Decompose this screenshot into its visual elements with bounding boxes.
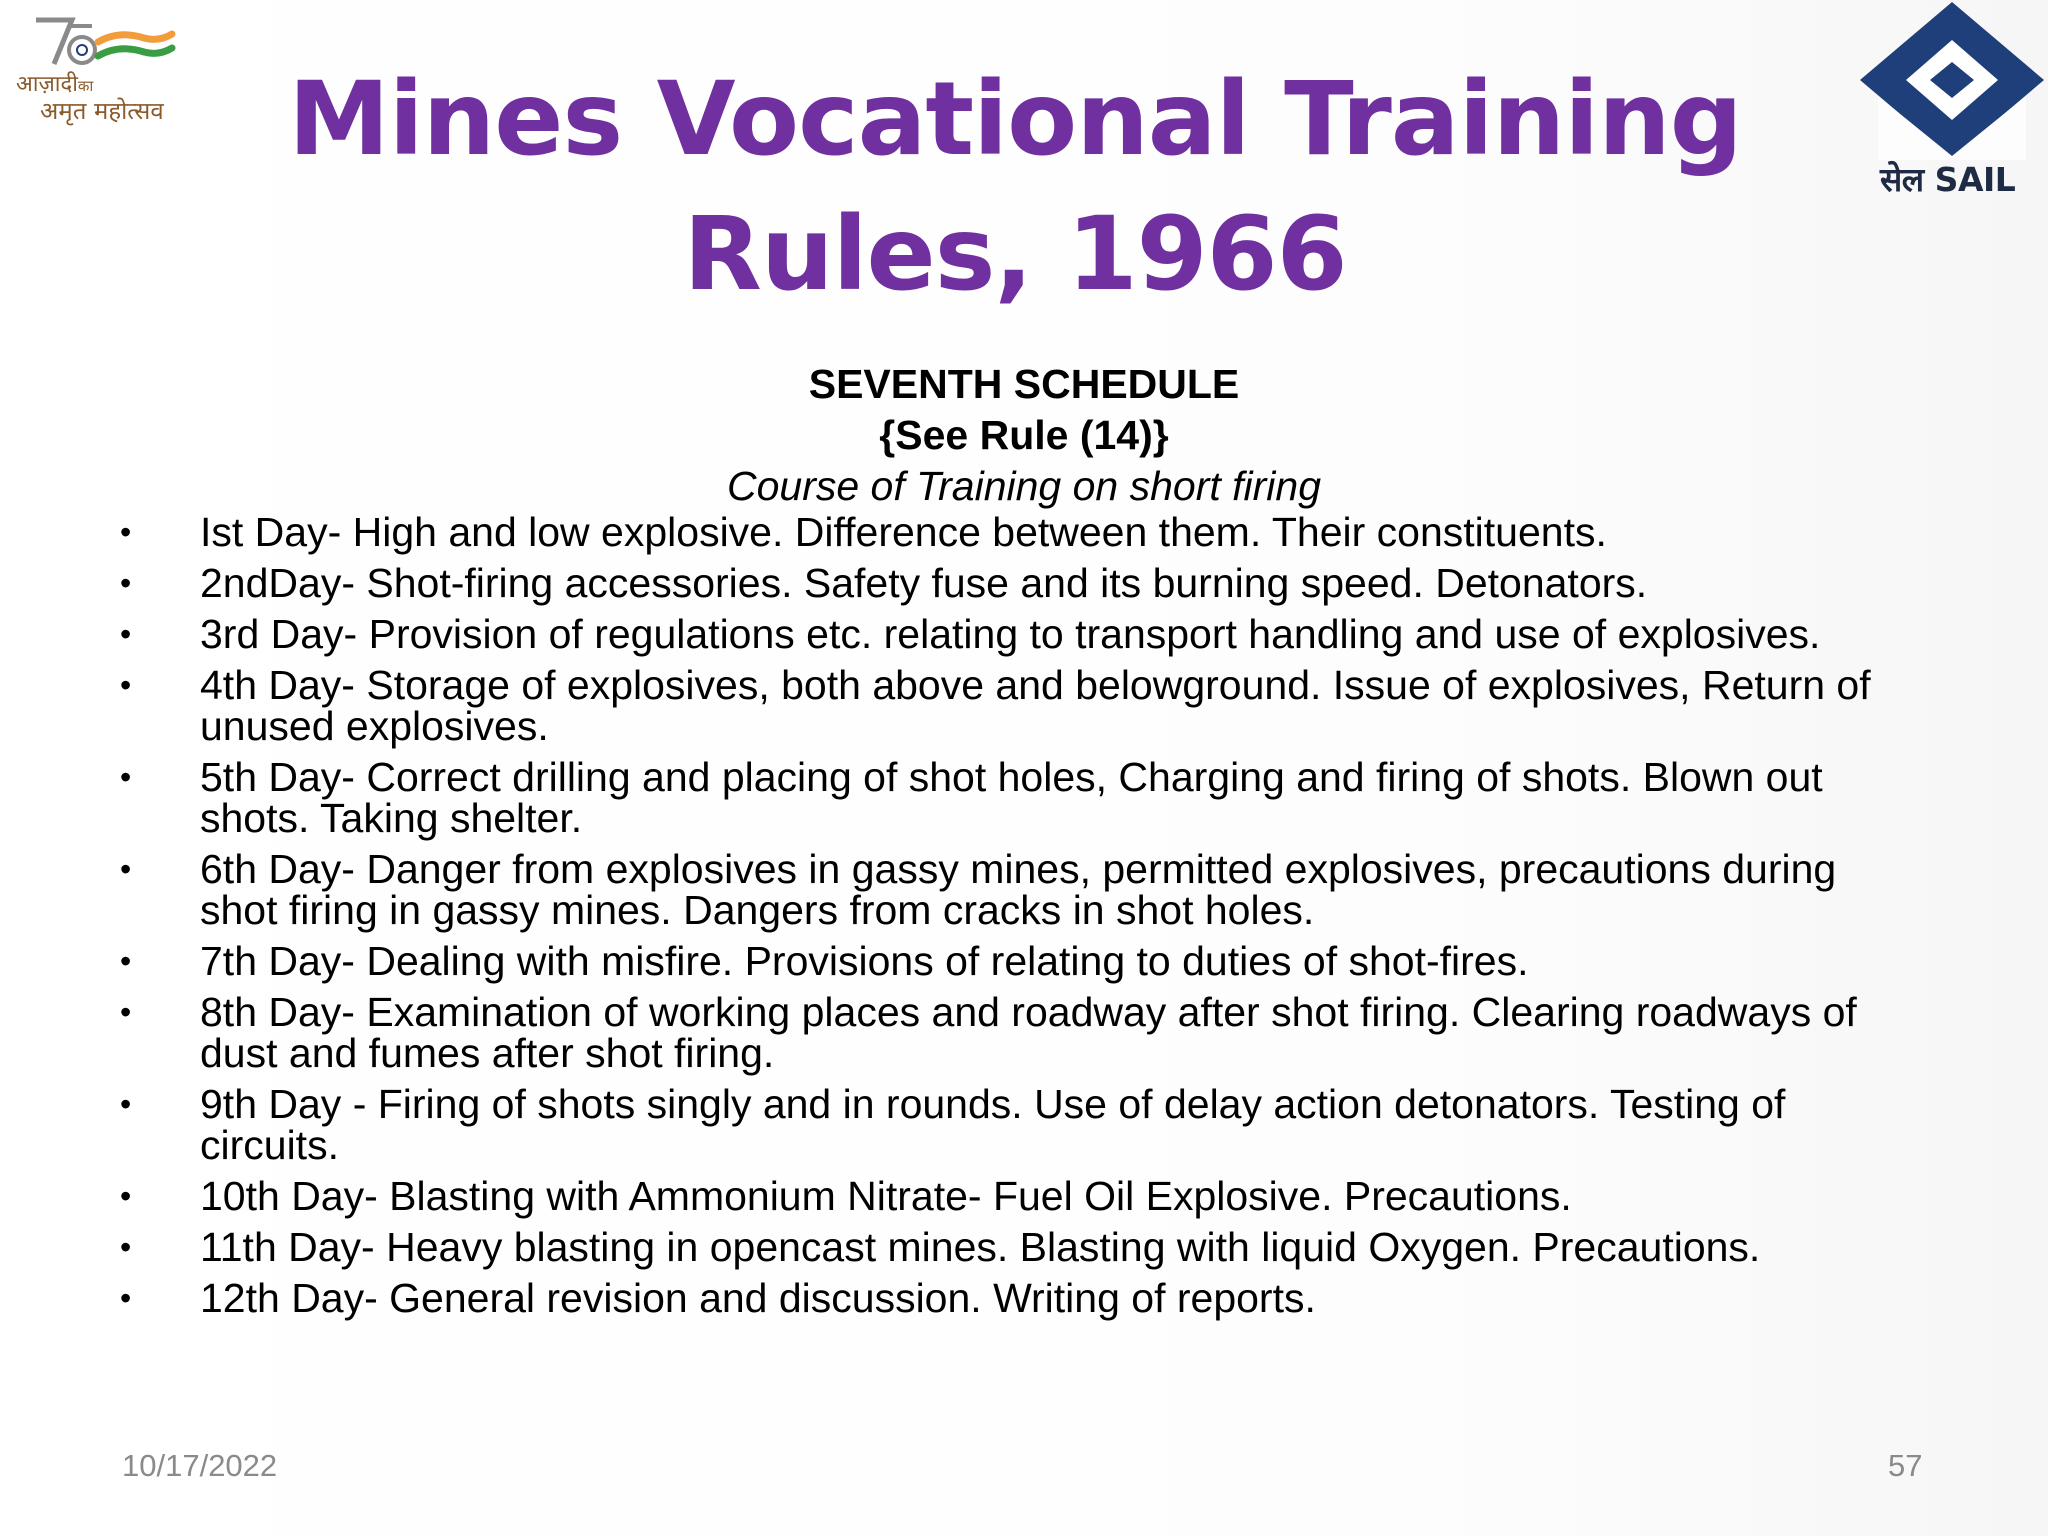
bullet-icon: • bbox=[120, 565, 132, 601]
list-item-text: 3rd Day- Provision of regulations etc. relating to transport handling and use of explosives. bbox=[200, 611, 1821, 657]
list-item bbox=[120, 560, 1920, 606]
bullet-icon: • bbox=[120, 667, 132, 703]
page-number: 57 bbox=[1888, 1448, 1923, 1483]
list-item bbox=[120, 611, 1920, 657]
sail-logo bbox=[1858, 0, 2048, 210]
bullet-icon: • bbox=[120, 1086, 132, 1122]
list-item bbox=[120, 846, 1920, 933]
bullet-icon: • bbox=[120, 851, 132, 887]
rule-reference: {See Rule (14)} bbox=[879, 412, 1169, 458]
schedule-heading: SEVENTH SCHEDULE bbox=[808, 361, 1240, 407]
list-item-text: 12th Day- General revision and discussion. Writing of reports. bbox=[200, 1275, 1316, 1321]
list-item bbox=[120, 1081, 1920, 1168]
sail-logo-text: सेल SAIL bbox=[1880, 160, 2016, 199]
bullet-icon: • bbox=[120, 759, 132, 795]
list-item-text: 7th Day- Dealing with misfire. Provisions of relating to duties of shot-fires. bbox=[200, 938, 1529, 984]
footer-date: 10/17/2022 bbox=[122, 1448, 278, 1483]
bullet-icon: • bbox=[120, 943, 132, 979]
list-item-text: 10th Day- Blasting with Ammonium Nitrate- Fuel Oil Explosive. Precautions. bbox=[200, 1173, 1572, 1219]
course-title: Course of Training on short firing bbox=[726, 463, 1322, 509]
list-item bbox=[120, 989, 1920, 1076]
list-item-text: 8th Day- Examination of working places and roadway after shot firing. Clearing roadways of dust and fumes after shot firing. bbox=[200, 989, 1857, 1076]
logo-left-line2: अमृत महोत्सव bbox=[40, 97, 164, 125]
list-item bbox=[120, 938, 1920, 984]
list-item bbox=[120, 754, 1920, 841]
list-item bbox=[120, 1224, 1920, 1270]
logo-left-line1: आज़ादीका bbox=[16, 72, 94, 97]
logo-75-emblem bbox=[14, 12, 189, 72]
azadi-ka-amrit-mahotsav-logo bbox=[14, 12, 189, 127]
list-item bbox=[120, 1275, 1920, 1321]
page-title: Mines Vocational Training Rules, 1966 bbox=[288, 60, 1742, 314]
bullet-icon: • bbox=[120, 616, 132, 652]
bullet-icon: • bbox=[120, 1229, 132, 1265]
list-item-text: 5th Day- Correct drilling and placing of shot holes, Charging and firing of shots. Blown out shots. Taking shelter. bbox=[200, 754, 1823, 841]
list-item-text: 2ndDay- Shot-firing accessories. Safety fuse and its burning speed. Detonators. bbox=[200, 560, 1648, 606]
list-item-text: Ist Day- High and low explosive. Difference between them. Their constituents. bbox=[200, 509, 1607, 555]
bullet-icon: • bbox=[120, 1280, 132, 1316]
list-item-text: 9th Day - Firing of shots singly and in rounds. Use of delay action detonators. Testing of circuits. bbox=[200, 1081, 1786, 1168]
list-item bbox=[120, 1173, 1920, 1219]
training-schedule-list bbox=[120, 509, 1920, 1329]
bullet-icon: • bbox=[120, 1178, 132, 1214]
list-item bbox=[120, 662, 1920, 749]
bullet-icon: • bbox=[120, 994, 132, 1030]
list-item bbox=[120, 509, 1920, 555]
list-item-text: 11th Day- Heavy blasting in opencast mines. Blasting with liquid Oxygen. Precautions. bbox=[200, 1224, 1761, 1270]
bullet-icon: • bbox=[120, 514, 132, 550]
list-item-text: 4th Day- Storage of explosives, both above and belowground. Issue of explosives, Return of unused explosives. bbox=[200, 662, 1871, 749]
sail-diamond-icon bbox=[1858, 0, 2048, 160]
list-item-text: 6th Day- Danger from explosives in gassy mines, permitted explosives, precautions during shot firing in gassy mines. Dangers from cracks in shot holes. bbox=[200, 846, 1837, 933]
